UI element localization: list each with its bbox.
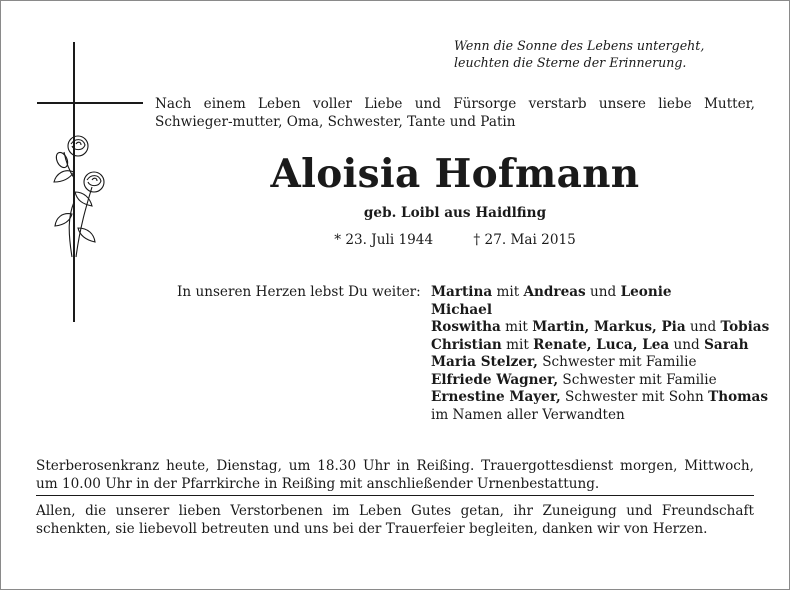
mourner-text: Martina xyxy=(431,284,493,300)
mourner-text: und xyxy=(685,319,721,335)
deceased-name: Aloisia Hofmann xyxy=(270,151,640,197)
mourner-text: Andreas xyxy=(523,284,586,300)
mourner-line xyxy=(431,319,771,337)
mourner-text: Sarah xyxy=(704,336,749,353)
mourner-text: und xyxy=(669,336,705,353)
mourner-text: Tobias xyxy=(720,319,770,335)
mourner-line xyxy=(431,389,771,407)
mourners-list xyxy=(431,284,771,424)
rose-icon xyxy=(50,132,110,262)
mourner-text: Maria Stelzer, xyxy=(431,354,538,370)
mourner-line xyxy=(431,284,771,302)
birth-date: * 23. Juli 1944 xyxy=(334,232,434,248)
mourner-text: Martin, Markus, Pia xyxy=(532,319,686,335)
mourner-text: mit xyxy=(500,319,533,335)
mourner-text: Michael xyxy=(431,301,492,318)
motto-line-2: leuchten die Sterne der Erinnerung. xyxy=(454,55,687,70)
motto-line-1: Wenn die Sonne des Lebens untergeht, xyxy=(454,38,705,53)
life-dates xyxy=(155,231,755,249)
mourner-line xyxy=(431,372,771,390)
mourner-text: Thomas xyxy=(708,389,768,405)
mourner-line xyxy=(431,354,771,372)
mourner-text: mit xyxy=(492,284,524,300)
mourner-line xyxy=(431,407,771,425)
mourner-text: Renate, Luca, Lea xyxy=(533,336,670,353)
mourner-text: Schwester mit Familie xyxy=(537,354,697,370)
motto xyxy=(454,37,754,71)
death-date: † 27. Mai 2015 xyxy=(473,232,576,248)
mourner-text: Schwester mit Sohn xyxy=(560,389,709,405)
mourner-line xyxy=(431,302,771,320)
mourner-text: im Namen aller Verwandten xyxy=(431,406,625,423)
mourner-text: Christian xyxy=(431,336,502,353)
mourner-text: mit xyxy=(501,336,534,353)
thanks-text: Allen, die unserer lieben Verstorbenen im Leben Gutes getan, ihr Zuneigung und Freundschaft schenkten, sie liebevoll betreuten und uns bei der Trauerfeier begleiten, danken wir von Herzen. xyxy=(36,503,754,537)
maiden-name: geb. Loibl aus Haidlfing xyxy=(363,205,547,221)
divider xyxy=(36,495,754,496)
mourner-text: Ernestine Mayer, xyxy=(431,389,561,405)
cross-beam xyxy=(37,102,143,104)
mourner-text: Roswitha xyxy=(431,319,501,335)
rosary-notice: Sterberosenkranz heute, Dienstag, um 18.30 Uhr in Reißing. Trauergottesdienst morgen, Mittwoch, um 10.00 Uhr in der Pfarrkirche in Reißing mit anschließender Urnenbestattung. xyxy=(36,458,754,492)
mourner-line xyxy=(431,337,771,355)
mourner-text: Elfriede Wagner, xyxy=(431,371,559,388)
intro-text: Nach einem Leben voller Liebe und Fürsorge verstarb unsere liebe Mutter, Schwieger-mutter, Oma, Schwester, Tante und Patin xyxy=(155,96,755,130)
mourner-text: Leonie xyxy=(620,284,672,300)
mourners-label: In unseren Herzen lebst Du weiter: xyxy=(177,284,421,300)
mourner-text: und xyxy=(585,284,621,300)
mourner-text: Schwester mit Familie xyxy=(558,371,717,388)
